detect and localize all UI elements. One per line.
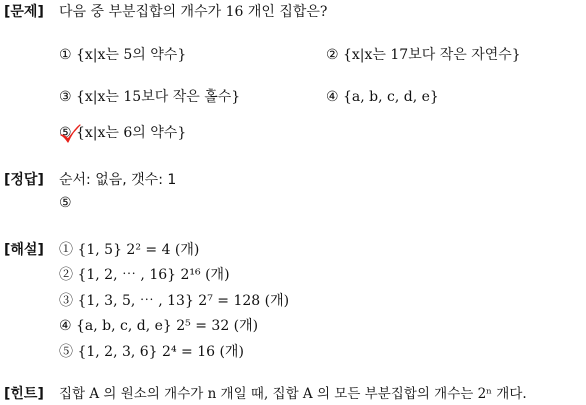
explanation-label: [해설] [4,242,44,258]
explanation-line-1: ① {1, 5} 2² = 4 (개) [59,242,200,258]
answer-label: [정답] [4,172,44,188]
hint-text: 집합 A 의 원소의 개수가 n 개일 때, 집합 A 의 모든 부분집합의 개수는 2ⁿ 개다. [59,386,527,402]
answer-order-count: 순서: 없음, 갯수: 1 [59,172,177,188]
explanation-line-5: ⑤ {1, 2, 3, 6} 2⁴ = 16 (개) [59,344,244,360]
explanation-line-2: ② {1, 2, ⋯ , 16} 2¹⁶ (개) [59,267,230,283]
choice-3[interactable]: ③ {x|x는 15보다 작은 홀수} [59,89,241,105]
hint-label: [힌트] [4,386,44,402]
answer-value: ⑤ [59,195,72,211]
choice-1[interactable]: ① {x|x는 5의 약수} [59,47,187,63]
problem-label: [문제] [4,4,44,20]
choice-4[interactable]: ④ {a, b, c, d, e} [326,89,439,105]
explanation-line-3: ③ {1, 3, 5, ⋯ , 13} 2⁷ = 128 (개) [59,293,290,309]
choice-2[interactable]: ② {x|x는 17보다 작은 자연수} [326,47,521,63]
checkmark-icon [59,123,81,145]
question-text: 다음 중 부분집합의 개수가 16 개인 집합은? [59,4,328,20]
choice-5[interactable]: ⑤ {x|x는 6의 약수} [59,125,187,141]
explanation-line-4: ④ {a, b, c, d, e} 2⁵ = 32 (개) [59,318,259,334]
